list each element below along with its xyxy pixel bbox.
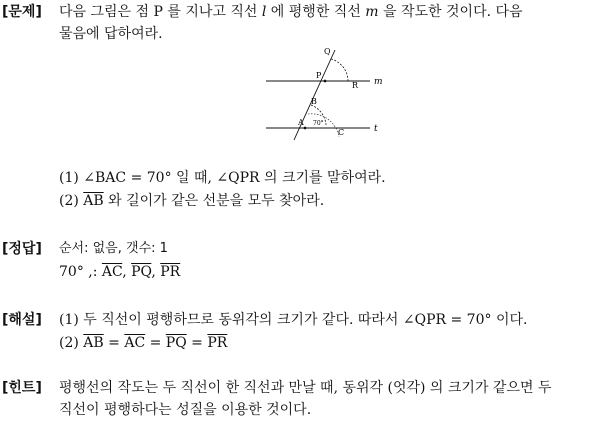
hint-label: [힌트]	[2, 380, 42, 396]
label-angle: 70°	[313, 120, 324, 127]
segment-pq: $\overline{PQ}$	[131, 264, 152, 280]
label-m: m	[374, 77, 383, 87]
question-1: (1) ∠BAC = 70° 일 때, ∠QPR 의 크기를 말하여라.	[59, 170, 386, 186]
segment-ab: $\overline{AB}$	[83, 193, 104, 209]
label-c: C	[338, 128, 345, 137]
hint-line-1: 평행선의 작도는 두 직선이 한 직선과 만날 때, 동위각 (엇각) 의 크기가 같으면 두	[59, 380, 552, 396]
segment-pr: $\overline{PR}$	[160, 264, 181, 280]
problem-line-2: 물음에 답하여라.	[59, 26, 163, 42]
answer-line-1: 순서: 없음, 갯수: 1	[59, 241, 168, 256]
question-2: (2) $\overline{AB}$ 와 길이가 같은 선분을 모두 찾아라.	[59, 193, 325, 209]
label-a: A	[298, 118, 304, 127]
label-b: B	[311, 97, 317, 106]
problem-label: [문제]	[2, 4, 42, 20]
answer-label: [정답]	[2, 241, 42, 257]
arc-at-p	[331, 59, 348, 81]
segment-ac: $\overline{AC}$	[101, 264, 123, 280]
hint-line-2: 직선이 평행하다는 성질을 이용한 것이다.	[59, 402, 312, 418]
label-l: t	[374, 124, 378, 134]
answer-line-2: 70° ,: $\overline{AC}$, $\overline{PQ}$, $\overline{PR}$	[59, 264, 181, 280]
point-a	[304, 127, 307, 130]
label-p: P	[316, 71, 322, 80]
explanation-label: [해설]	[2, 312, 42, 328]
label-r: R	[352, 81, 359, 90]
problem-line-1: 다음 그림은 점 P 를 지나고 직선 l 에 평행한 직선 m 을 작도한 것이다. 다음	[59, 4, 523, 20]
explanation-line-1: (1) 두 직선이 평행하므로 동위각의 크기가 같다. 따라서 ∠QPR = 70° 이다.	[59, 312, 528, 328]
parallel-construction-diagram	[258, 44, 388, 144]
explanation-line-2: (2) $\overline{AB} = \overline{AC} = \overline{PQ} = \overline{PR}$	[59, 335, 228, 351]
label-q: Q	[324, 47, 331, 56]
point-p	[324, 80, 327, 83]
